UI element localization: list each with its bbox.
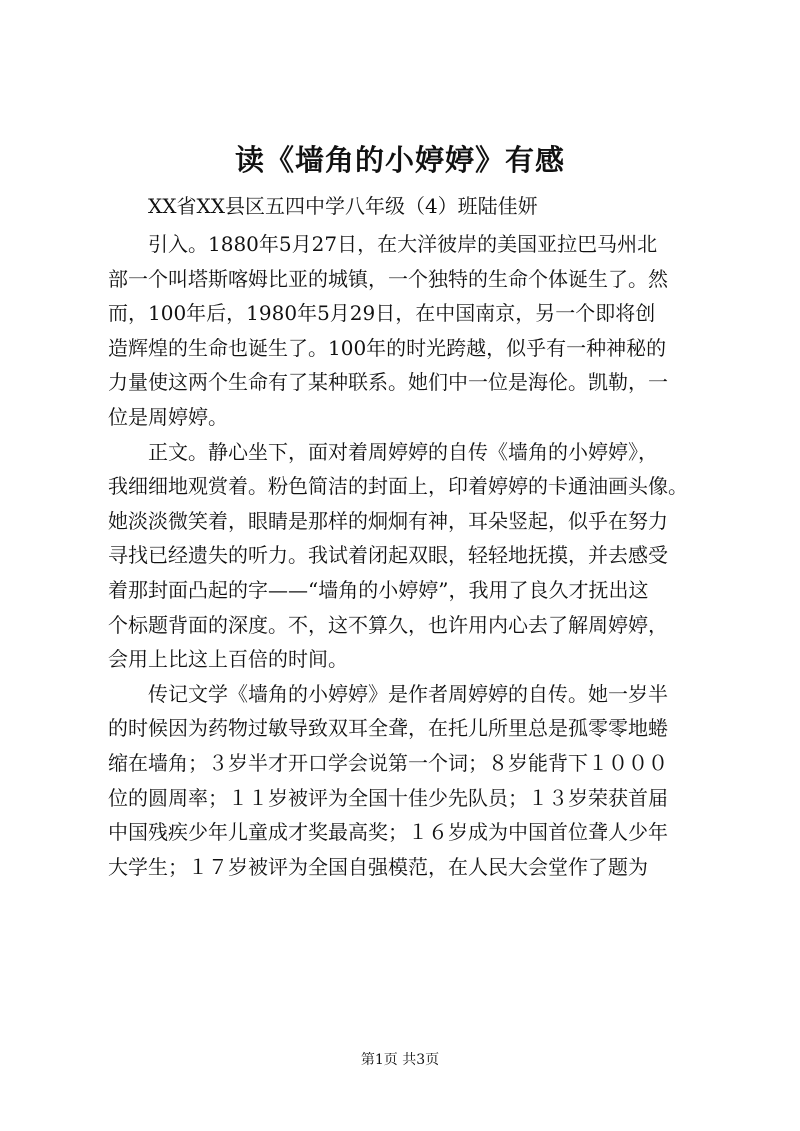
text-line: 着那封面凸起的字——“墙角的小婷婷”，我用了良久才抚出这 <box>108 577 649 602</box>
text-line: 力量使这两个生命有了某种联系。她们中一位是海伦。凯勒，一 <box>108 370 668 395</box>
text-line: 大学生；１７岁被评为全国自强模范，在人民大会堂作了题为 <box>108 854 648 879</box>
text-line: 部一个叫塔斯喀姆比亚的城镇，一个独特的生命个体诞生了。然 <box>108 266 668 291</box>
page-footer: 第1页 共3页 <box>360 1052 440 1068</box>
text-line: 个标题背面的深度。不，这不算久，也许用内心去了解周婷婷， <box>108 612 668 637</box>
text-line: 传记文学《墙角的小婷婷》是作者周婷婷的自传。她一岁半 <box>148 681 668 706</box>
text-line: 的时候因为药物过敏导致双耳全聋，在托儿所里总是孤零零地蜷 <box>108 716 668 741</box>
author-line: XX省XX县区五四中学八年级（4）班陆佳妍 <box>148 194 538 218</box>
text-line: 缩在墙角；３岁半才开口学会说第一个词；８岁能背下１０００ <box>108 750 668 775</box>
paragraph-intro <box>108 227 700 435</box>
text-line: 引入。1880年5月27日，在大洋彼岸的美国亚拉巴马州北 <box>148 232 658 256</box>
text-line: 位是周婷婷。 <box>108 404 228 429</box>
text-line: 位的圆周率；１１岁被评为全国十佳少先队员；１３岁荣获首届 <box>108 785 668 810</box>
text-line: 会用上比这上百倍的时间。 <box>108 647 348 672</box>
text-line: 而，100年后，1980年5月29日，在中国南京，另一个即将创 <box>108 301 656 326</box>
document-title: 读《墙角的小婷婷》有感 <box>234 143 565 177</box>
text-line: 正文。静心坐下，面对着周婷婷的自传《墙角的小婷婷》， <box>148 439 658 464</box>
paragraph-biography <box>108 677 700 885</box>
text-line: 造辉煌的生命也诞生了。100年的时光跨越，似乎有一种神秘的 <box>108 335 667 360</box>
text-line: 中国残疾少年儿童成才奖最高奖；１６岁成为中国首位聋人少年 <box>108 820 668 845</box>
document-body <box>108 227 700 884</box>
paragraph-main <box>108 435 700 677</box>
text-line: 她淡淡微笑着，眼睛是那样的炯炯有神，耳朵竖起，似乎在努力 <box>108 508 668 533</box>
text-line: 寻找已经遗失的听力。我试着闭起双眼，轻轻地抚摸，并去感受 <box>108 543 668 568</box>
text-line: 我细细地观赏着。粉色简洁的封面上，印着婷婷的卡通油画头像。 <box>108 474 688 499</box>
